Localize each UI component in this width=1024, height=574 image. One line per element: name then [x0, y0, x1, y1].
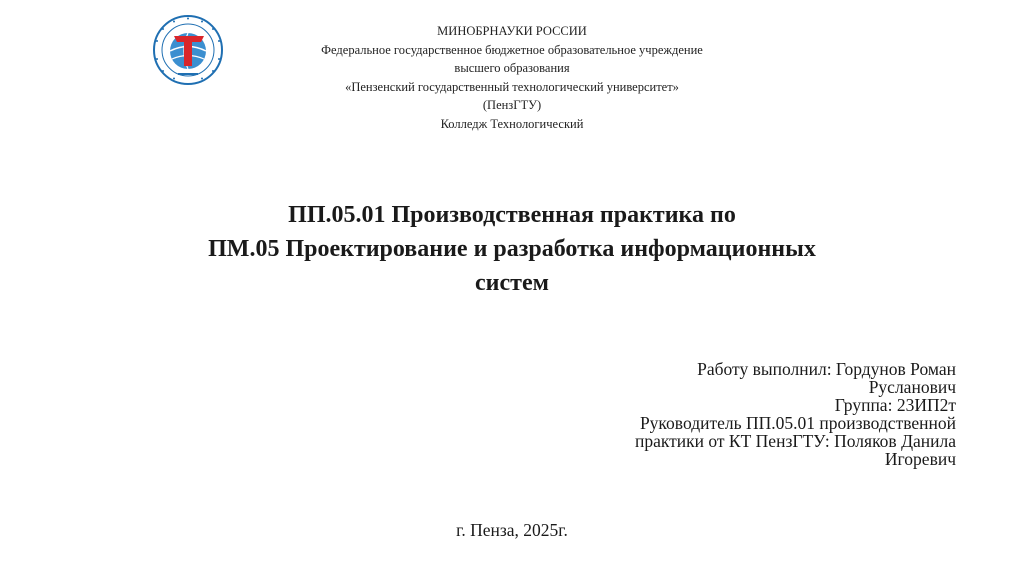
- author-block: [500, 360, 956, 468]
- author-line: Русланович: [868, 377, 956, 397]
- institution-type-line: Федеральное государственное бюджетное образовательное учреждение: [321, 42, 703, 57]
- title-line: систем: [475, 270, 549, 296]
- group-line: Группа: 23ИП2т: [834, 395, 956, 415]
- institution-header: [232, 22, 792, 134]
- university-name-line: «Пензенский государственный технологический университет»: [345, 79, 679, 94]
- education-level-line: высшего образования: [454, 61, 570, 76]
- college-name-line: Колледж Технологический: [440, 116, 584, 131]
- supervisor-line: практики от КТ ПензГТУ: Поляков Данила: [634, 431, 956, 451]
- slide-title: [112, 198, 912, 300]
- title-line: ПП.05.01 Производственная практика по: [288, 202, 736, 228]
- university-emblem-icon: [152, 14, 224, 86]
- ministry-line: МИНОБРНАУКИ РОССИИ: [437, 24, 587, 38]
- title-line: ПМ.05 Проектирование и разработка информационных: [208, 236, 816, 262]
- supervisor-line: Игоревич: [884, 449, 956, 469]
- city-year: г. Пенза, 2025г.: [456, 520, 568, 540]
- supervisor-line: Руководитель ПП.05.01 производственной: [639, 413, 956, 433]
- author-line: Работу выполнил: Гордунов Роман: [697, 359, 956, 379]
- university-abbr-line: (ПензГТУ): [482, 98, 542, 113]
